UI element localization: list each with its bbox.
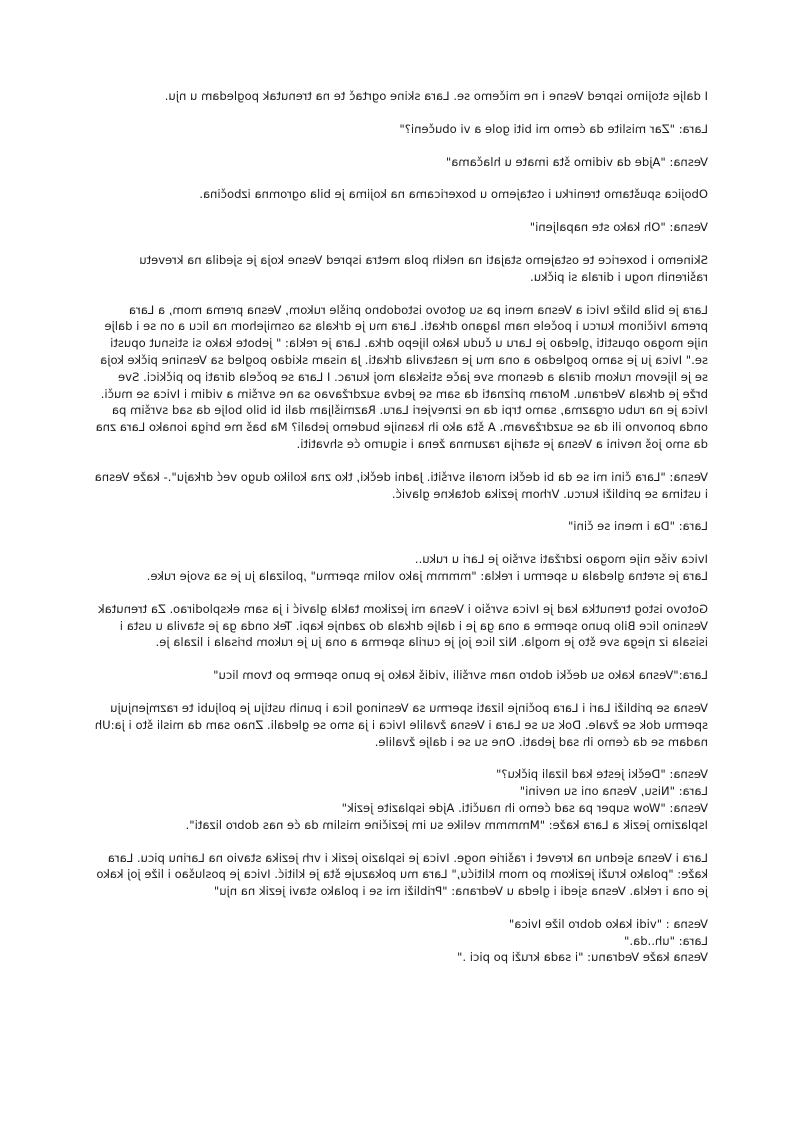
paragraph: Skinemo i boxerice te ostajemo stajati na nekih pola metra ispred Vesne koja je sjedila na krevetu raširenih nogu i dirala si pičku. xyxy=(139,252,708,284)
paragraph: I dalje stojimo ispred Vesne i ne mičemo se. Lara skine ogrtač te na trenutak pogledam u nju. xyxy=(164,89,708,103)
paragraph: Lara:"Vesna kako su dečki dobro nam svršili ,vidiš kako je puno sperme po tvom licu" xyxy=(213,668,708,683)
paragraph: Vesna: "Dečki jeste kad lizali pičku?" Lara: "Nisu, Vesna oni su nevini" Vesna: "Wow super pa sad ćemo ih naučiti. Ajde isplazite jezik" Isplazimo jezik a Lara kaže: "Mmmmm velike su im jezičine mislim da će nas dobro lizati". xyxy=(185,767,708,832)
document-body xyxy=(92,88,708,982)
paragraph: Vesna: "Ajde da vidimo šta imate u hlačama" xyxy=(445,154,708,169)
paragraph: Gotovo istog trenutka kad je Ivica svršio i Vesna mi jezikom takla glavić i ja sam eksplodirao. Za trenutak Vesnino lice Bilo puno sperme a ona ga je i dalje drkala do zadnje kapi. Tek onda ga je stavila u usta i isisala iz njega sve što je mogla. Niz lice joj je curila sperma a ona ju je rukom brisala i lizala je. xyxy=(97,601,708,650)
paragraph: Lara je bila bliže Ivici a Vesna meni pa su gotovo istodobno prišle rukom, Vesna prema mom, a Lara prema Ivičinom kurcu i počele nam lagano drkati. Lara mu je drkala sa osmijehom na licu a on se i dalje nije mogao opustiti ,gledao je Laru u čudu kako lijepo drka. Lara je rekla: " jebote kako si stisnut opusti se." Ivica ju je samo pogledao a ona mu je nastavila drkati. Ja nisam skidao pogled sa Vesnine pičke koja se je lijevom rukom dirala a desnom sve jače stiskala moj kurac. I Lara se počela dirati po pičkici. Sve brže je drkala Vedranu. Moram priznati da sam se jedva suzdržavao sa ne svršim a vidim i Ivica se muči. Ivica je na rubu orgazma, samo trpi da ne iznevjeri Laru. Razmišljam dali bi bilo bolje da sad svršim pa onda ponovno ili da se suzdržavam. A šta ako ih kasnije budemo jebali? Ma baš me briga ionako Lara zna da smo još nevini a Vesna je starija razumna žena i sigurno će shvatiti. xyxy=(95,302,708,451)
paragraph: Obojica spuštamo trenirku i ostajemo u boxericama na kojima je bila ogromna izbočina. xyxy=(199,187,708,202)
paragraph: Vesna: "Lara čini mi se da bi dečki morali svršiti. Jadni dečki, tko zna koliko dugo već drkaju".- kaže Vesna i ustima se približi kurcu. Vrhom jezika dotakne glavić. xyxy=(94,469,708,501)
paragraph: Lara i Vesna sjednu na krevet i raširie noge. Ivica je isplazio jezik i vrh jezika stavio na Larinu picu. Lara kaže: "polako kruži jezikom po mom klitiću," Lara mu pokazuje šta je klitić. Ivica je poslušao i liže joj kako je ona i rekla. Vesna sjedi i gleda u Vedrana: "Približi mi se i polako stavi jezik na nju" xyxy=(96,850,708,899)
paragraph: Ivica više nije mogao izdržati svršio je Lari u ruku.. Lara je sretna gledala u spermu i rekla: "mmmm jako volim spermu" ,polizala ju je sa svoje ruke. xyxy=(146,552,708,583)
paragraph: Vesna se približi Lari i Lara počinje lizati spermu sa Vesninog lica i punih ustiju je poljubi te razmjenjuju spermu dok se žvale. Dok su se Lara i Vesna žvalile Ivica i ja smo se gledali. Znao sam da misli što i ja:Uh nadam se da ćemo ih sad jebati. One su se i dalje žvalile. xyxy=(94,700,708,749)
paragraph: Lara: "Zar mislite da ćemo mi biti gole a vi obučeni?" xyxy=(399,121,708,136)
paragraph: Vesna: "Oh kako ste napaljeni" xyxy=(529,220,708,235)
paragraph: Lara: "Da i meni se čini" xyxy=(567,519,708,534)
paragraph: Vesna : "vidi kako dobro liže Ivica" Lara: "uh..da." Vesna kaže Vedranu: "i sada kruži po pici ." xyxy=(457,916,708,965)
